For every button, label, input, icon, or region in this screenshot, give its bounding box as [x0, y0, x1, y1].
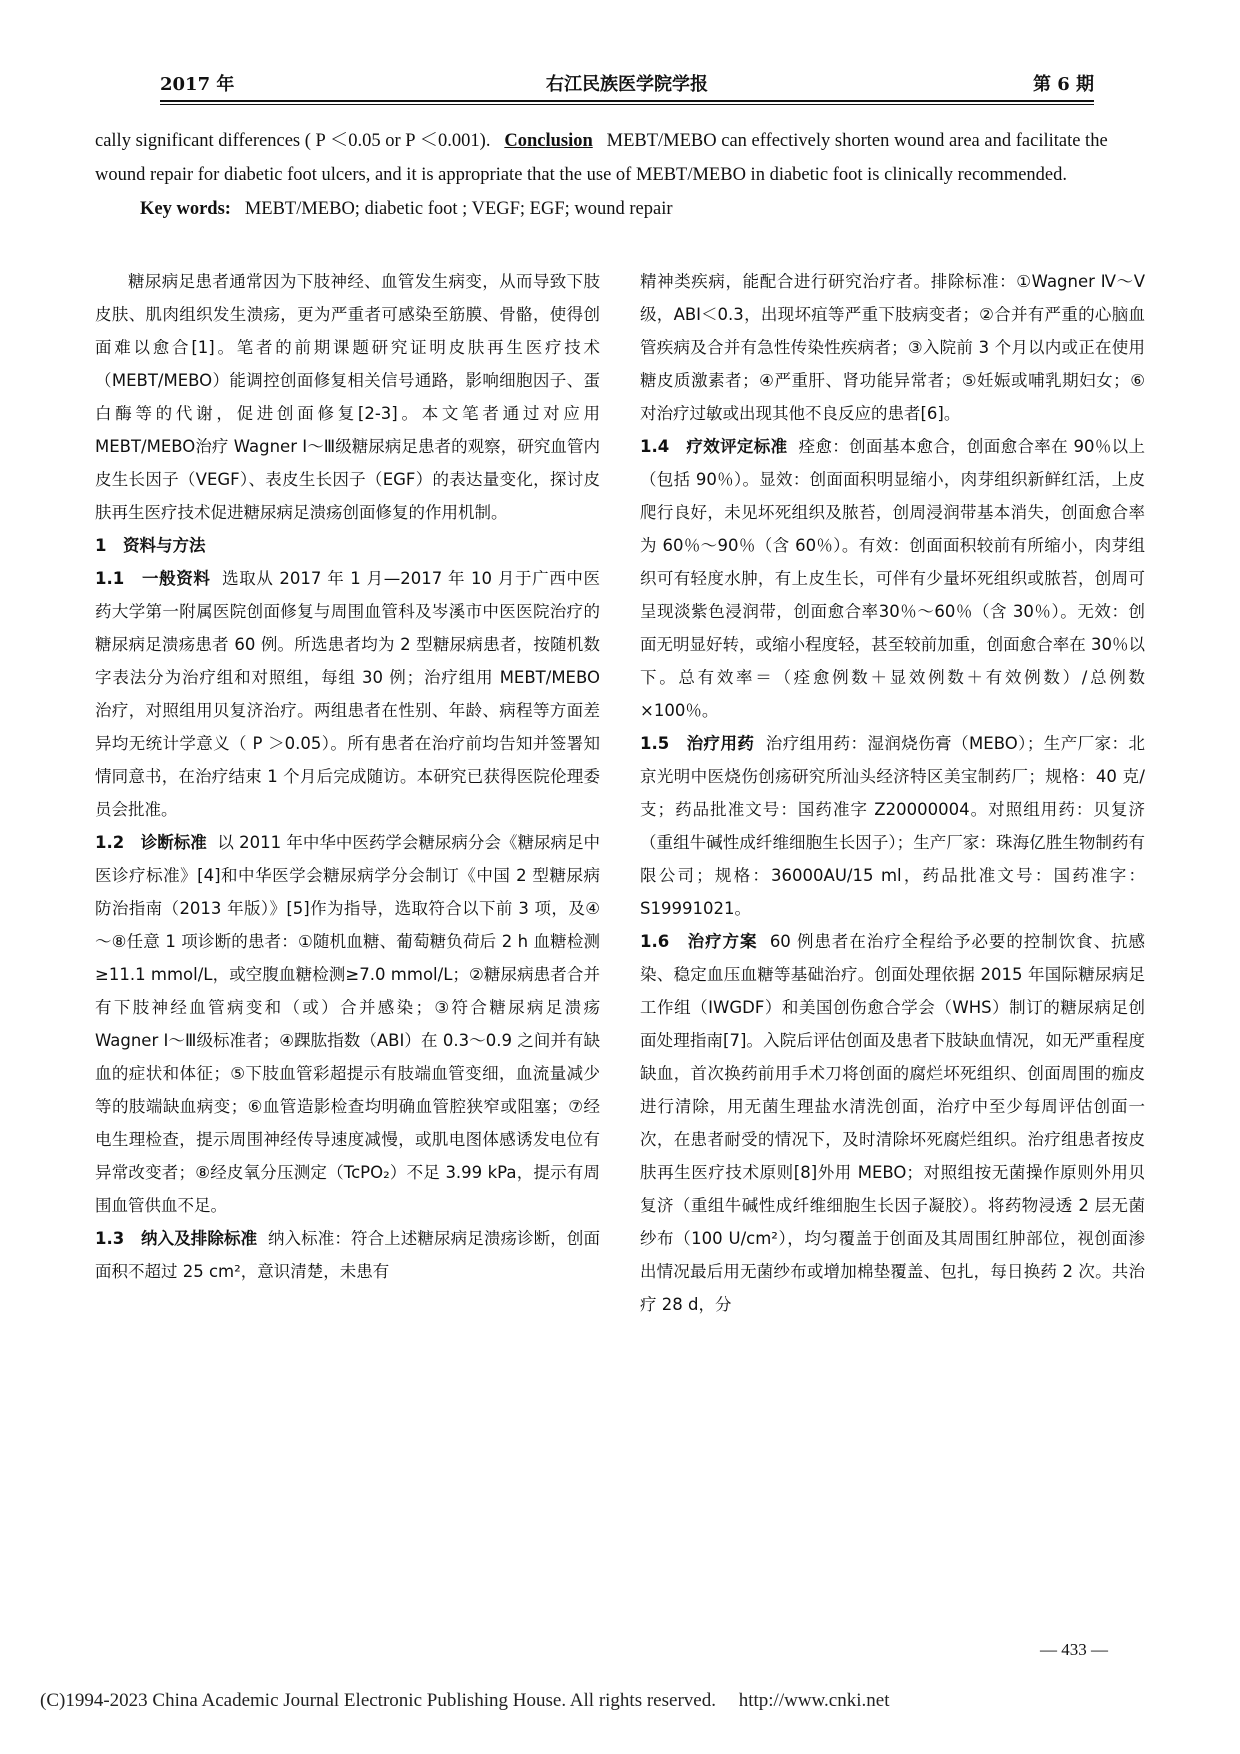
keywords-label: Key words:	[140, 199, 231, 219]
section-1-3-text: 纳入标准：符合上述糖尿病足溃疡诊断，创面面积不超过 25 cm²，意识清楚，未患有	[95, 1229, 601, 1281]
section-1-4-text: 痊愈：创面基本愈合，创面愈合率在 90％以上（包括 90％）。显效：创面面积明显缩小，肉芽组织新鲜红活，上皮爬行良好，未见坏死组织及脓苔，创周浸润带基本消失，创面愈合率为 60％～90％（含 60％）。有效：创面面积较前有所缩小，肉芽组织可有轻度水肿，有上皮生长，可伴有少量坏死组织或脓苔，创周可呈现淡紫色浸润带，创面愈合率30％～60％（含 30％）。无效：创面无明显好转，或缩小程度轻，甚至较前加重，创面愈合率在 30％以下。总有效率＝（痊愈例数＋显效例数＋有效例数）/总例数×100％。	[640, 437, 1145, 720]
keywords-line	[95, 192, 1160, 226]
section-1-3	[95, 1222, 600, 1288]
section-1-2	[95, 826, 600, 1222]
section-1-6-text: 60 例患者在治疗全程给予必要的控制饮食、抗感染、稳定血压血糖等基础治疗。创面处理依据 2015 年国际糖尿病足工作组（IWGDF）和美国创伤愈合学会（WHS）制订的糖尿病足创面处理指南[7]。入院后评估创面及患者下肢缺血情况，如无严重程度缺血，首次换药前用手术刀将创面的腐烂坏死组织、创面周围的痂皮进行清除，用无菌生理盐水清洗创面，治疗中至少每周评估创面一次，在患者耐受的情况下，及时清除坏死腐烂组织。治疗组患者按皮肤再生医疗技术原则[8]外用 MEBO；对照组按无菌操作原则外用贝复济（重组牛碱性成纤维细胞生长因子凝胶）。将药物浸透 2 层无菌纱布（100 U/cm²），均匀覆盖于创面及其周围红肿部位，视创面渗出情况最后用无菌纱布或增加棉垫覆盖、包扎，每日换药 2 次。共治疗 28 d，分	[640, 932, 1145, 1314]
section-1-1-heading: 1.1 一般资料	[95, 569, 211, 588]
header-rule-thin	[160, 104, 1094, 105]
section-1-2-heading: 1.2 诊断标准	[95, 833, 207, 852]
right-column	[640, 265, 1145, 1321]
keywords-text: MEBT/MEBO; diabetic foot ; VEGF; EGF; wound repair	[244, 199, 673, 219]
section-1-1	[95, 562, 600, 826]
section-1-4	[640, 430, 1145, 727]
section-1-5-text: 治疗组用药：湿润烧伤膏（MEBO）；生产厂家：北京光明中医烧伤创疡研究所汕头经济特区美宝制药厂；规格：40 克/支；药品批准文号：国药准字 Z20000004。对照组用药：贝复济（重组牛碱性成纤维细胞生长因子）；生产厂家：珠海亿胜生物制药有限公司；规格：36000AU/15 ml，药品批准文号：国药准字：S19991021。	[640, 734, 1145, 918]
section-1-2-text: 以 2011 年中华中医药学会糖尿病分会《糖尿病足中医诊疗标准》[4]和中华医学会糖尿病学分会制订《中国 2 型糖尿病防治指南（2013 年版）》[5]作为指导，选取符合以下前 3 项，及④～⑧任意 1 项诊断的患者：①随机血糖、葡萄糖负荷后 2 h 血糖检测≥11.1 mmol/L，或空腹血糖检测≥7.0 mmol/L；②糖尿病患者合并有下肢神经血管病变和（或）合并感染；③符合糖尿病足溃疡 Wagner Ⅰ～Ⅲ级标准者；④踝肱指数（ABI）在 0.3～0.9 之间并有缺血的症状和体征；⑤下肢血管彩超提示有肢端血管变细，血流量减少等的肢端缺血病变；⑥血管造影检查均明确血管腔狭窄或阻塞；⑦经电生理检查，提示周围神经传导速度减慢，或肌电图体感诱发电位有异常改变者；⑧经皮氧分压测定（TcPO₂）不足 3.99 kPa，提示有周围血管供血不足。	[95, 833, 600, 1215]
section-1-3-continued: 精神类疾病，能配合进行研究治疗者。排除标准：①Wagner Ⅳ～Ⅴ级，ABI＜0.3，出现坏疽等严重下肢病变者；②合并有严重的心脑血管疾病及合并有急性传染性疾病者；③入院前 3 个月以内或正在使用糖皮质激素者；④严重肝、肾功能异常者；⑤妊娠或哺乳期妇女；⑥对治疗过敏或出现其他不良反应的患者[6]。	[640, 272, 1145, 423]
left-column	[95, 265, 600, 1288]
section-heading-1: 1 资料与方法	[95, 536, 206, 555]
abstract-results-tail: cally significant differences ( P ＜0.05 or P ＜0.001).	[95, 131, 491, 151]
section-1-5-heading: 1.5 治疗用药	[640, 734, 755, 753]
english-abstract	[95, 124, 1160, 226]
cnki-link[interactable]: http://www.cnki.net	[738, 1690, 890, 1711]
header-issue: 第 6 期	[1032, 74, 1094, 95]
header-rule	[160, 100, 1094, 102]
section-1-6	[640, 925, 1145, 1321]
header-year: 2017 年	[160, 74, 235, 95]
section-1-1-text: 选取从 2017 年 1 月—2017 年 10 月于广西中医药大学第一附属医院创面修复与周围血管科及岑溪市中医医院治疗的糖尿病足溃疡患者 60 例。所选患者均为 2 型糖尿病患者，按随机数字表法分为治疗组和对照组，每组 30 例；治疗组用 MEBT/MEBO 治疗，对照组用贝复济治疗。两组患者在性别、年龄、病程等方面差异均无统计学意义（ P ＞0.05）。所有患者在治疗前均告知并签署知情同意书，在治疗结束 1 个月后完成随访。本研究已获得医院伦理委员会批准。	[95, 569, 600, 819]
intro-paragraph: 糖尿病足患者通常因为下肢神经、血管发生病变，从而导致下肢皮肤、肌肉组织发生溃疡，更为严重者可感染至筋膜、骨骼，使得创面难以愈合[1]。笔者的前期课题研究证明皮肤再生医疗技术（MEBT/MEBO）能调控创面修复相关信号通路，影响细胞因子、蛋白酶等的代谢，促进创面修复[2-3]。本文笔者通过对应用MEBT/MEBO治疗 Wagner Ⅰ～Ⅲ级糖尿病足患者的观察，研究血管内皮生长因子（VEGF）、表皮生长因子（EGF）的表达量变化，探讨皮肤再生医疗技术促进糖尿病足溃疡创面修复的作用机制。	[95, 272, 600, 522]
abstract-conclusion-paragraph	[95, 124, 1160, 192]
page-number: — 433 —	[1040, 1640, 1108, 1659]
header-journal-title: 右江民族医学院学报	[546, 74, 708, 95]
running-header	[160, 64, 1094, 104]
conclusion-text: MEBT/MEBO can effectively shorten wound area and facilitate the wound repair for diabetic foot ulcers, and it is appropriate that the use of MEBT/MEBO in diabetic foot is clinically recommended.	[95, 131, 1108, 185]
copyright-text: (C)1994-2023 China Academic Journal Electronic Publishing House. All rights reserved.	[40, 1690, 716, 1711]
section-1-6-heading: 1.6 治疗方案	[640, 932, 758, 951]
copyright-footer	[40, 1690, 1200, 1712]
conclusion-label: Conclusion	[504, 131, 593, 151]
section-1-3-heading: 1.3 纳入及排除标准	[95, 1229, 258, 1248]
section-1-5	[640, 727, 1145, 925]
section-1-4-heading: 1.4 疗效评定标准	[640, 437, 788, 456]
